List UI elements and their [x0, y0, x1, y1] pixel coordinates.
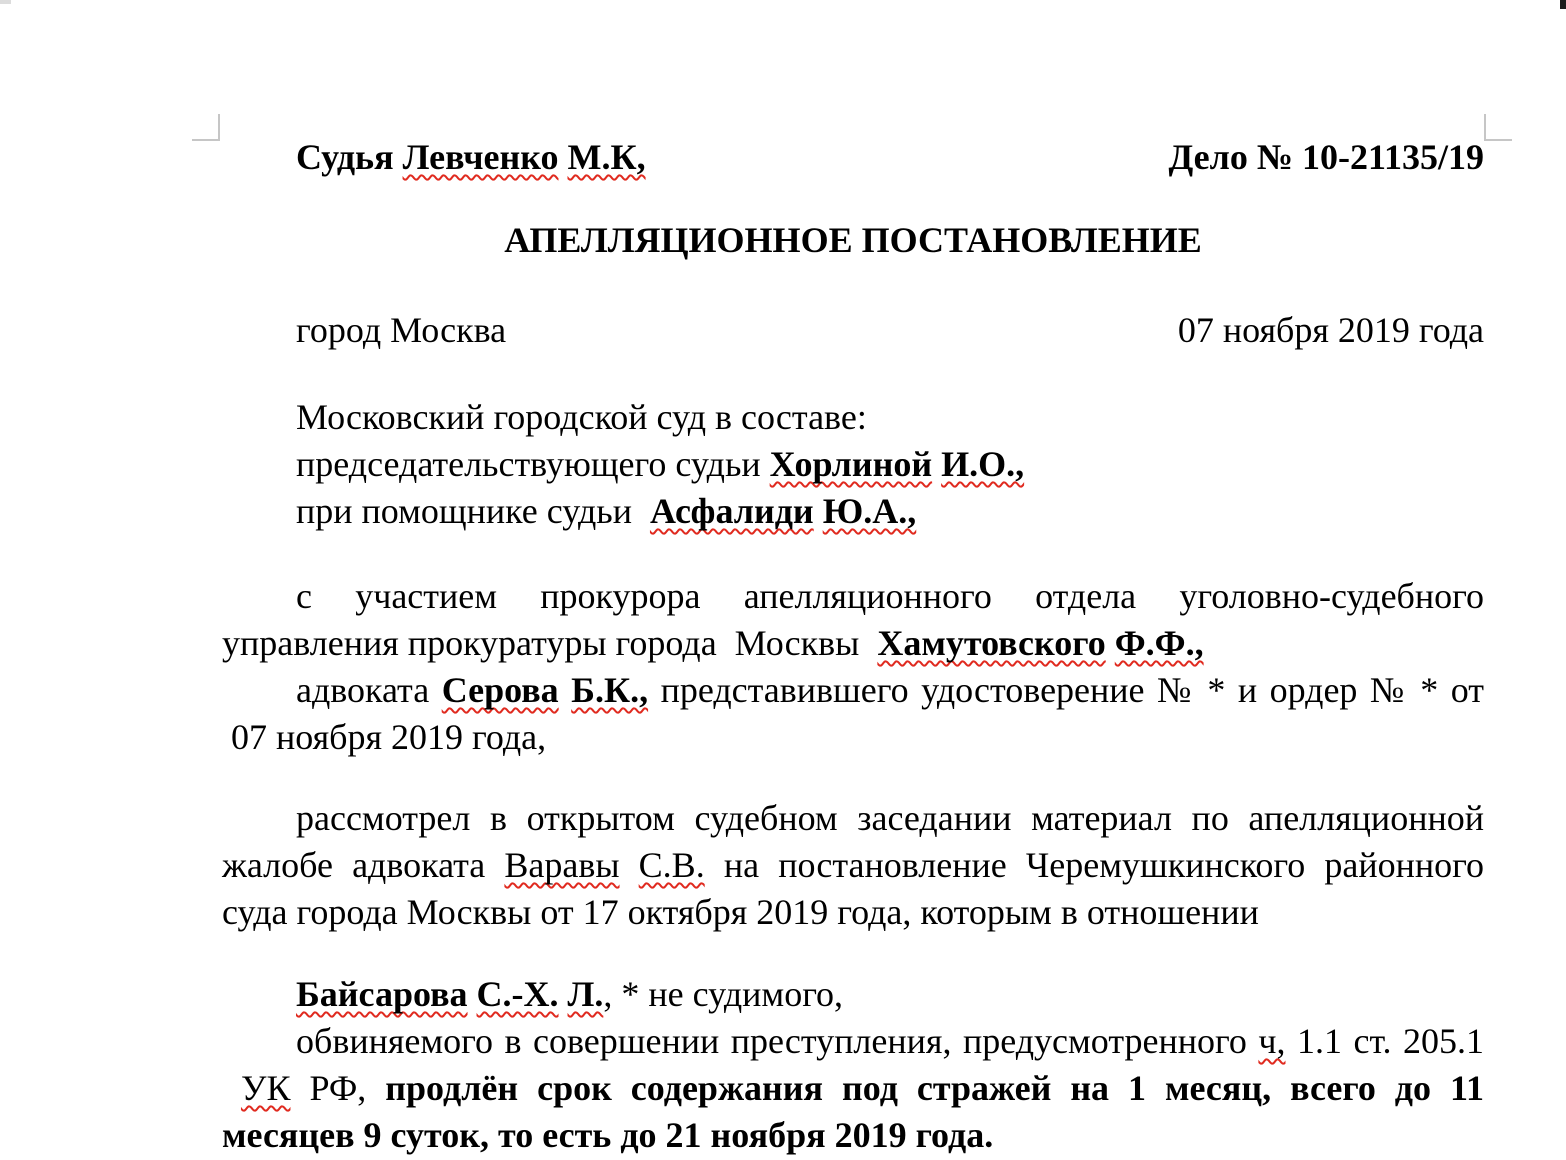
text-run: Л. — [567, 974, 604, 1014]
text-run: Московский городской суд в составе: — [296, 397, 867, 437]
text-run — [468, 974, 477, 1014]
text-run: , * не судимого, — [603, 974, 844, 1014]
document-text-area — [222, 120, 1484, 1159]
text-run: Варавы — [504, 845, 620, 885]
screenshot-artifact-top-left — [0, 0, 11, 4]
composition-line-presiding-judge — [222, 441, 1484, 488]
text-run: С.-Х. — [476, 974, 559, 1014]
court-composition — [222, 394, 1484, 535]
judge-line — [222, 134, 646, 181]
text-run: продлён срок содержания под стражей на 1 месяц, всего до 11 месяцев 9 суток, то есть до 21 ноября 2019 года. — [222, 1068, 1484, 1155]
case-number — [1168, 134, 1484, 181]
text-run: Асфалиди — [649, 491, 814, 531]
city-label: город Москва — [296, 310, 507, 350]
text-run: Ф.Ф., — [1114, 623, 1204, 663]
text-boundary-corner-left — [192, 114, 220, 141]
paragraph-prosecutor — [222, 573, 1484, 667]
text-run: Хорлиной — [769, 444, 933, 484]
text-run — [932, 444, 941, 484]
text-run: ч, — [1258, 1021, 1286, 1061]
text-run — [1106, 623, 1115, 663]
text-run — [559, 974, 568, 1014]
text-run: М.К, — [567, 137, 646, 177]
header-row — [222, 134, 1484, 181]
text-run: обвиняемого в совершении преступления, предусмотренного — [296, 1021, 1259, 1061]
composition-line-court — [222, 394, 1484, 441]
text-run: Б.К., — [571, 670, 649, 710]
text-run: Байсарова — [296, 974, 468, 1014]
line-defendant — [222, 971, 1484, 1018]
dateline-row — [222, 307, 1484, 354]
text-run: Дело № 10-21135/19 — [1168, 137, 1484, 177]
text-boundary-corner-right — [1484, 114, 1512, 141]
screenshot-artifact-top-right — [1560, 0, 1566, 9]
text-run: РФ, — [290, 1068, 386, 1108]
text-run: И.О., — [941, 444, 1025, 484]
document-title: АПЕЛЛЯЦИОННОЕ ПОСТАНОВЛЕНИЕ — [504, 220, 1202, 260]
text-run — [620, 845, 639, 885]
text-run: представившего удостоверение № * и ордер № * от 07 ноября 2019 года, — [222, 670, 1484, 757]
text-run: Ю.А., — [822, 491, 917, 531]
text-run: председательствующего судьи — [296, 444, 770, 484]
text-run — [814, 491, 823, 531]
text-run: Судья — [296, 137, 403, 177]
text-run: при помощнике судьи — [296, 491, 650, 531]
paragraph-advocate — [222, 667, 1484, 761]
text-run — [559, 670, 572, 710]
date-label: 07 ноября 2019 года — [1177, 310, 1484, 350]
text-run: УК — [240, 1068, 291, 1108]
paragraph-hearing — [222, 795, 1484, 936]
text-run: рассмотрел в открытом судебном заседании материал по апелляционной жалобе адвоката — [222, 798, 1484, 885]
text-run: Хамутовского — [877, 623, 1106, 663]
text-run: Серова — [441, 670, 559, 710]
composition-line-judge-assistant — [222, 488, 1484, 535]
text-run: Левченко — [402, 137, 559, 177]
paragraph-charge — [222, 1018, 1484, 1159]
text-run: на постановление Черемушкинского районного суда города Москвы от 17 октября 2019 года, которым в отношении — [222, 845, 1484, 932]
text-run: адвоката — [296, 670, 442, 710]
text-run: с участием прокурора апелляционного отдела уголовно-судебного управления прокуратуры города Москвы — [222, 576, 1484, 663]
text-run: 1.1 ст. 205.1 — [222, 1021, 1484, 1108]
text-run: С.В. — [638, 845, 705, 885]
